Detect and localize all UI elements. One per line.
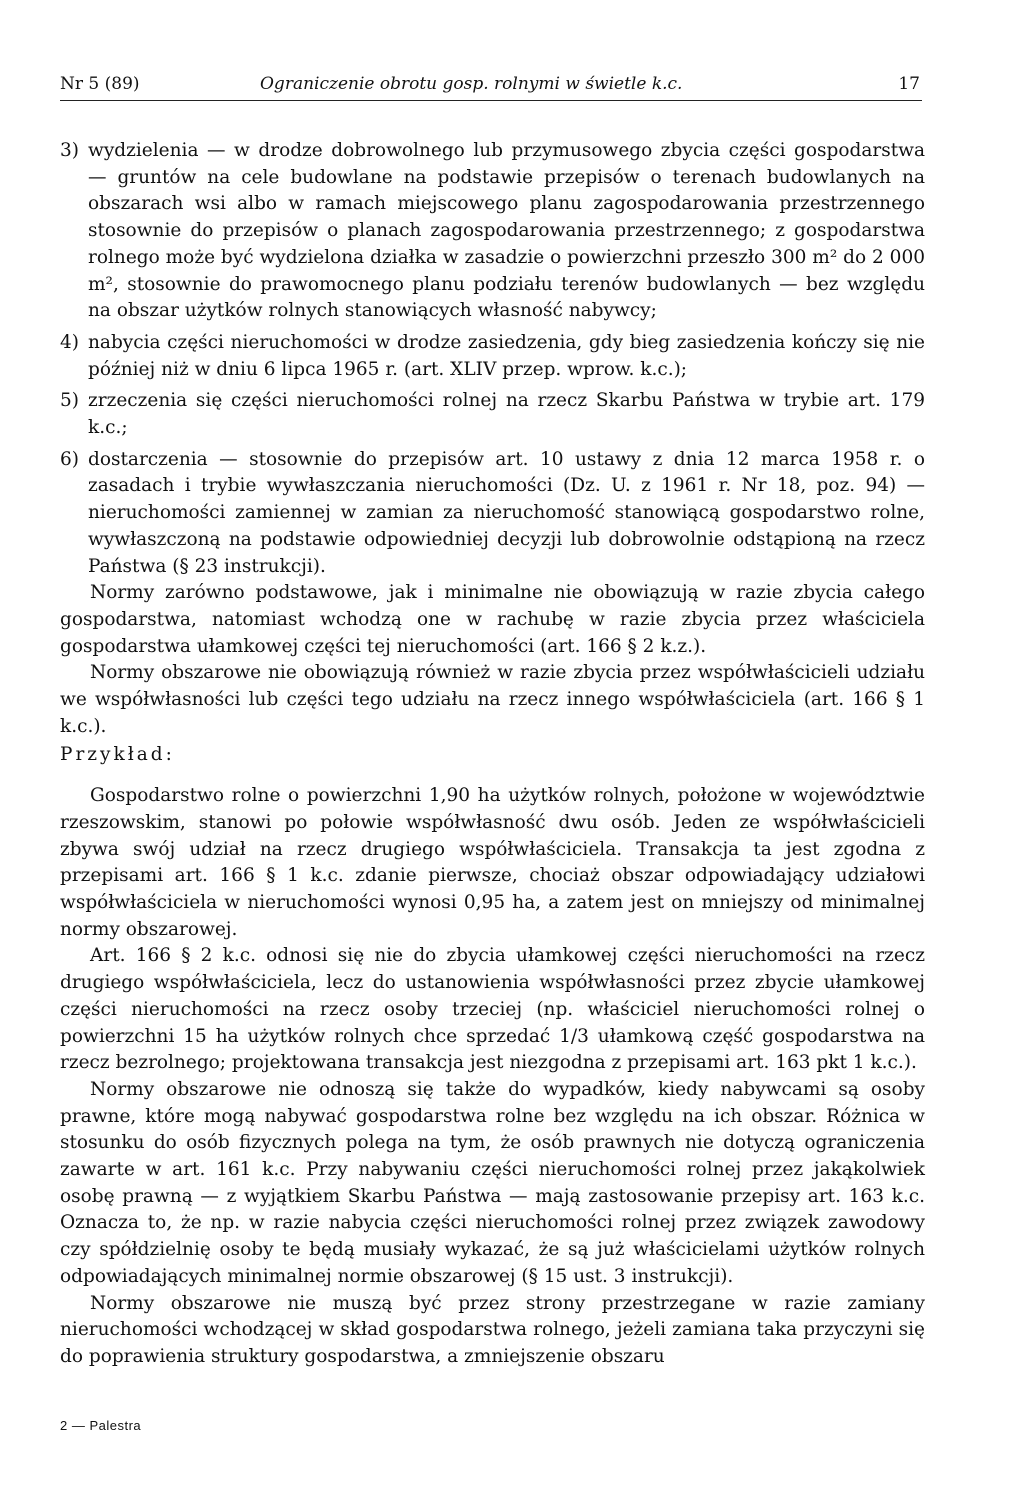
list-item-number: 3) bbox=[60, 140, 79, 161]
list-item-number: 4) bbox=[60, 331, 79, 353]
page-number: 17 bbox=[898, 74, 920, 94]
issue-number: Nr 5 (89) bbox=[60, 74, 140, 94]
list-item bbox=[60, 447, 925, 581]
paragraph: Art. 166 § 2 k.c. odnosi się nie do zbycia ułamkowej części nieruchomości na rzecz drugiego współwłaściciela, lecz do ustanowienia współwłasności przez zbycie ułamkowej części nieruchomości na rzecz osoby trzeciej (np. właściciel nieruchomości rolnej o powierzchni 15 ha użytków rolnych chce sprzedać 1/3 ułamkową część gospodarstwa na rzecz bezrolnego; projektowana transakcja jest niezgodna z przepisami art. 163 pkt 1 k.c.). bbox=[60, 945, 925, 1074]
list-item-text: dostarczenia — stosownie do przepisów art. 10 ustawy z dnia 12 marca 1958 r. o zasadach i trybie wywłaszczania nieruchomości (Dz. U. z 1961 r. Nr 18, poz. 94) — nieruchomości zamiennej w zamian za nieruchomość stanowiącą gospodarstwo rolne, wywłaszczoną na podstawie odpowiedniej decyzji lub dobrowolnie odstąpioną na rzecz Państwa (§ 23 instrukcji). bbox=[88, 448, 925, 577]
paragraph: Normy obszarowe nie odnoszą się także do wypadków, kiedy nabywcami są osoby prawne, które mogą nabywać gospodarstwa rolne bez względu na ich obszar. Różnica w stosunku do osób fizycznych polega na tym, że osób prawnych nie dotyczą ograniczenia zawarte w art. 161 k.c. Przy nabywaniu części nieruchomości rolnej przez jakąkolwiek osobę prawną — z wyjątkiem Skarbu Państwa — mają zastosowanie przepisy art. 163 k.c. Oznacza to, że np. w razie nabycia części nieruchomości rolnej przez związek zawodowy czy spółdzielnię osoby te będą musiały wykazać, że są już właścicielami użytków rolnych odpowiadających minimalnej normie obszarowej (§ 15 ust. 3 instrukcji). bbox=[60, 1078, 925, 1287]
list-item-text: wydzielenia — w drodze dobrowolnego lub przymusowego zbycia części gospodarstwa — gruntów na cele budowlane na podstawie przepisów o terenach budowlanych na obszarach wsi albo w ramach miejscowego planu zagospodarowania przestrzennego stosownie do przepisów o planach zagospodarowania przestrzennego; z gospodarstwa rolnego może być wydzielona działka w zasadzie o powierzchni przeszło 300 m² do 2 000 m², stosownie do prawomocnego planu podziału terenów budowlanych — bez względu na obszar użytków rolnych stanowiących własność nabywcy; bbox=[88, 140, 925, 322]
list-item bbox=[60, 330, 925, 383]
article-body bbox=[60, 138, 925, 1371]
running-header bbox=[60, 72, 922, 101]
list-item bbox=[60, 388, 925, 441]
spacer bbox=[60, 769, 925, 783]
paragraph: Gospodarstwo rolne o powierzchni 1,90 ha użytków rolnych, położone w województwie rzeszowskim, stanowi po połowie współwłasność dwu osób. Jeden ze współwłaścicieli zbywa swój udział na rzecz drugiego współwłaściciela. Transakcja ta jest zgodna z przepisami art. 166 § 1 k.c. zdanie pierwsze, chociaż obszar odpowiadający udziałowi współwłaściciela w nieruchomości wynosi 0,95 ha, a zatem jest on mniejszy od minimalnej normy obszarowej. bbox=[60, 785, 925, 940]
list-item-number: 6) bbox=[60, 448, 79, 470]
example-heading: Przykład: bbox=[60, 744, 175, 766]
running-title: Ograniczenie obrotu gosp. rolnymi w świetle k.c. bbox=[260, 74, 683, 94]
page-footer: 2 — Palestra bbox=[60, 1418, 142, 1433]
list-item-text: zrzeczenia się części nieruchomości rolnej na rzecz Skarbu Państwa w trybie art. 179 k.c.; bbox=[88, 390, 925, 439]
paragraph: Normy obszarowe nie obowiązują również w razie zbycia przez współwłaścicieli udziału we współwłasności lub części tego udziału na rzecz innego współwłaściciela (art. 166 § 1 k.c.). bbox=[60, 662, 925, 737]
paragraph: Normy zarówno podstawowe, jak i minimalne nie obowiązują w razie zbycia całego gospodarstwa, natomiast wchodzą one w rachubę w razie zbycia przez właściciela gospodarstwa ułamkowej części tej nieruchomości (art. 166 § 2 k.z.). bbox=[60, 582, 925, 657]
list-item bbox=[60, 138, 925, 325]
paragraph: Normy obszarowe nie muszą być przez strony przestrzegane w razie zamiany nieruchomości wchodzącej w skład gospodarstwa rolnego, jeżeli zamiana taka przyczyni się do poprawienia struktury gospodarstwa, a zmniejszenie obszaru bbox=[60, 1292, 925, 1367]
list-item-text: nabycia części nieruchomości w drodze zasiedzenia, gdy bieg zasiedzenia kończy się nie później niż w dniu 6 lipca 1965 r. (art. XLIV przep. wprow. k.c.); bbox=[88, 331, 925, 380]
list-item-number: 5) bbox=[60, 390, 79, 412]
